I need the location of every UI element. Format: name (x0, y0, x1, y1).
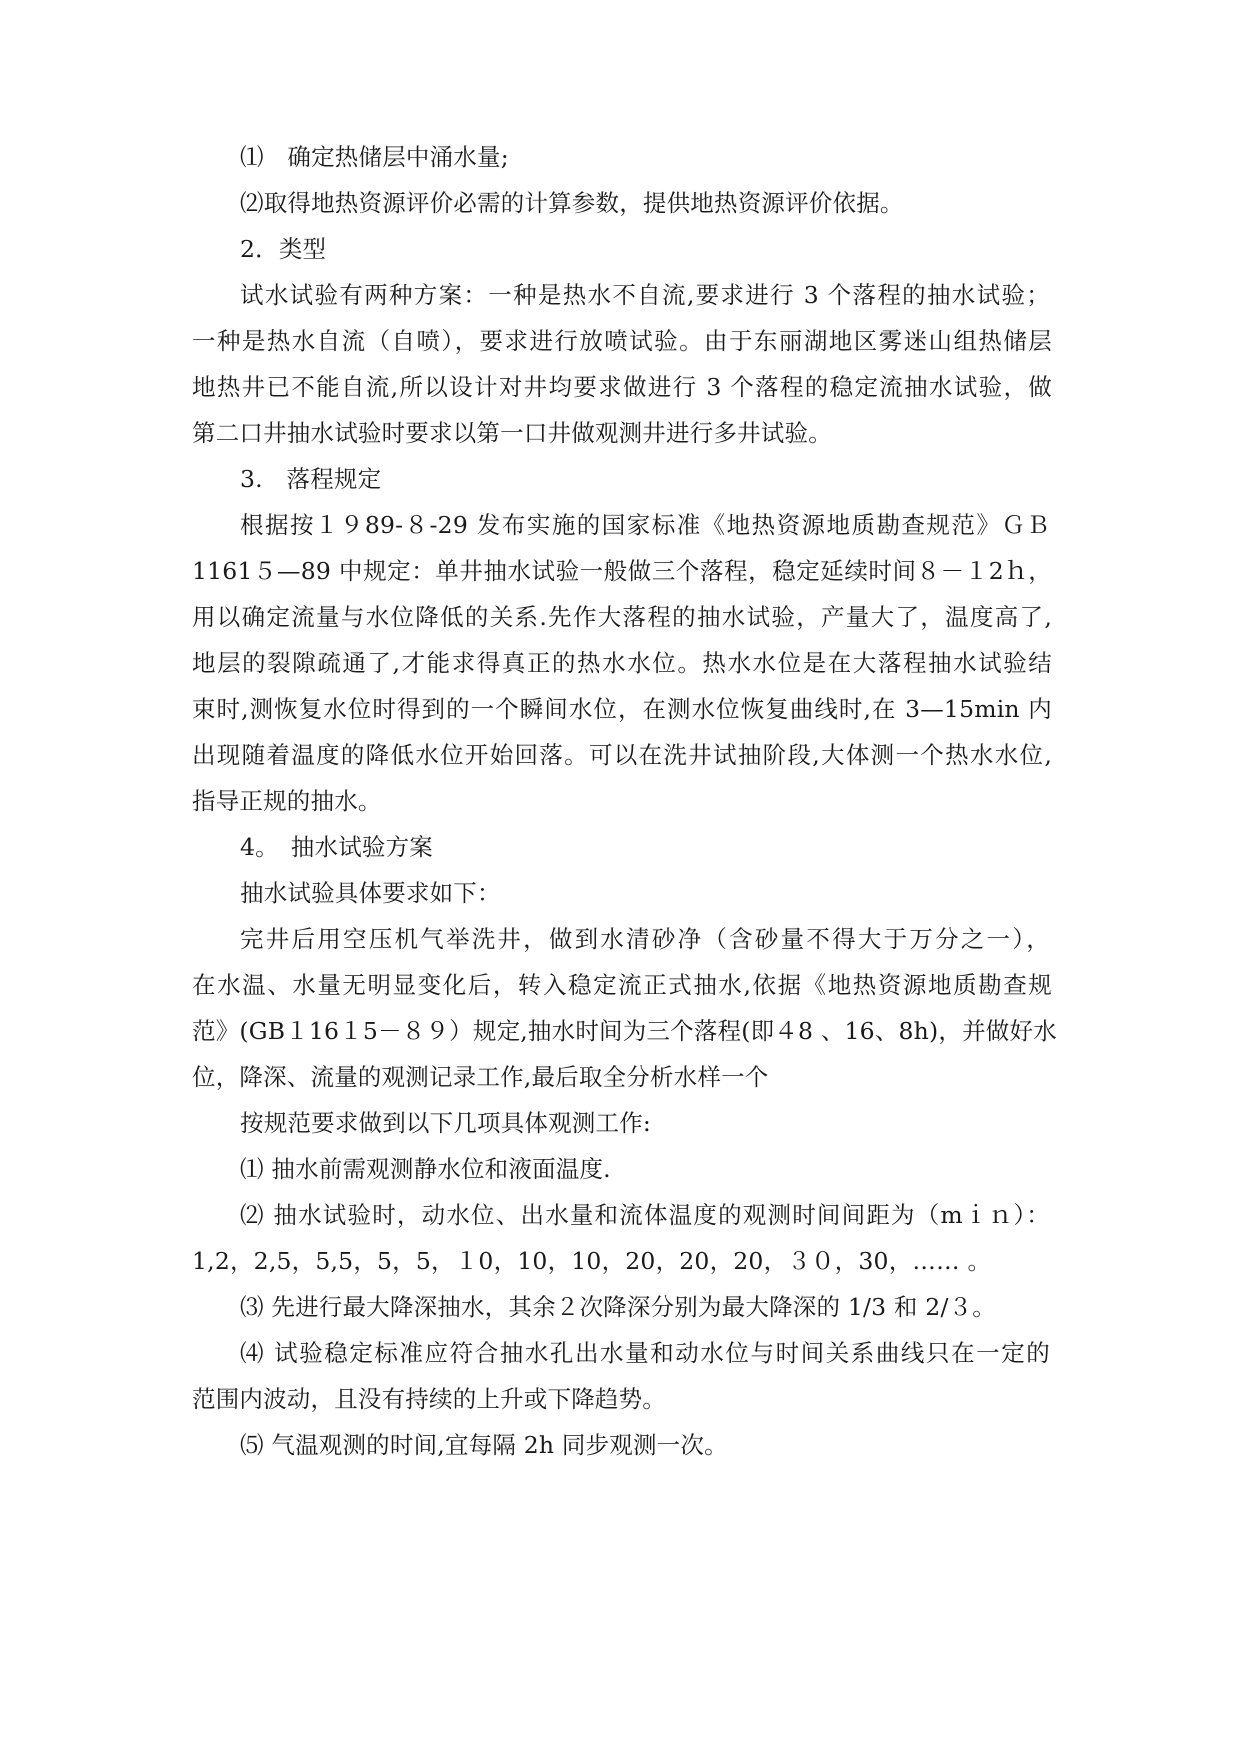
paragraph-line: 1,2，2,5，5,5，5，5，１0，10，10，20，20，20，３０，30，…… 。 (192, 1247, 992, 1275)
paragraph-line: 完井后用空压机气举洗井，做到水清砂净（含砂量不得大于万分之一）， (240, 925, 1050, 953)
paragraph-line: 根据按１９89-８-29 发布实施的国家标准《地热资源地质勘查规范》ＧＢ (240, 511, 1050, 539)
paragraph-line: 范围内波动，且没有持续的上升或下降趋势。 (192, 1385, 666, 1413)
paragraph-line: 第二口井抽水试验时要求以第一口井做观测井进行多井试验。 (192, 419, 832, 447)
list-item-observe-2: ⑵ 抽水试验时，动水位、出水量和流体温度的观测时间间距为（mｉｎ）： (240, 1201, 1050, 1229)
paragraph-line: 出现随着温度的降低水位开始回落。可以在洗井试抽阶段,大体测一个热水水位, (192, 741, 1052, 769)
list-item-observe-5: ⑸ 气温观测的时间,宜每隔 2h 同步观测一次。 (240, 1431, 728, 1459)
paragraph-line: 用以确定流量与水位降低的关系.先作大落程的抽水试验，产量大了，温度高了, (192, 603, 1052, 631)
paragraph-line: 指导正规的抽水。 (192, 787, 382, 815)
list-item-2: ⑵取得地热资源评价必需的计算参数，提供地热资源评价依据。 (240, 189, 904, 217)
paragraph-line: 1161５—89 中规定：单井抽水试验一般做三个落程，稳定延续时间８－１2ｈ， (192, 557, 1052, 585)
paragraph-line: 一种是热水自流（自喷），要求进行放喷试验。由于东丽湖地区雾迷山组热储层 (192, 327, 1052, 355)
section-heading-type: 2．类型 (240, 235, 327, 263)
list-item-1: ⑴ 确定热储层中涌水量; (240, 143, 509, 171)
paragraph-line: 在水温、水量无明显变化后，转入稳定流正式抽水,依据《地热资源地质勘查规 (192, 971, 1052, 999)
paragraph-line: 试水试验有两种方案：一种是热水不自流,要求进行 3 个落程的抽水试验； (240, 281, 1050, 309)
section-heading-plan: 4。 抽水试验方案 (240, 833, 434, 861)
paragraph-line: 抽水试验具体要求如下： (240, 879, 501, 907)
list-item-observe-1: ⑴ 抽水前需观测静水位和液面温度. (240, 1155, 611, 1183)
section-heading-drawdown: 3. 落程规定 (240, 465, 382, 493)
list-item-observe-3: ⑶ 先进行最大降深抽水，其余２次降深分别为最大降深的 1/3 和 2/３。 (240, 1293, 996, 1321)
list-item-observe-4: ⑷ 试验稳定标准应符合抽水孔出水量和动水位与时间关系曲线只在一定的 (240, 1339, 1050, 1367)
paragraph-line: 束时,测恢复水位时得到的一个瞬间水位，在测水位恢复曲线时,在 3—15min 内 (192, 695, 1052, 723)
paragraph-line: 位，降深、流量的观测记录工作,最后取全分析水样一个 (192, 1063, 769, 1091)
paragraph-line: 按规范要求做到以下几项具体观测工作: (240, 1109, 652, 1137)
paragraph-line: 地层的裂隙疏通了,才能求得真正的热水水位。热水水位是在大落程抽水试验结 (192, 649, 1052, 677)
paragraph-line: 范》(GB１16１5－８９）规定,抽水时间为三个落程(即４8 、16、8h)，并做好水 (192, 1017, 1057, 1045)
paragraph-line: 地热井已不能自流,所以设计对井均要求做进行 3 个落程的稳定流抽水试验，做 (192, 373, 1052, 401)
